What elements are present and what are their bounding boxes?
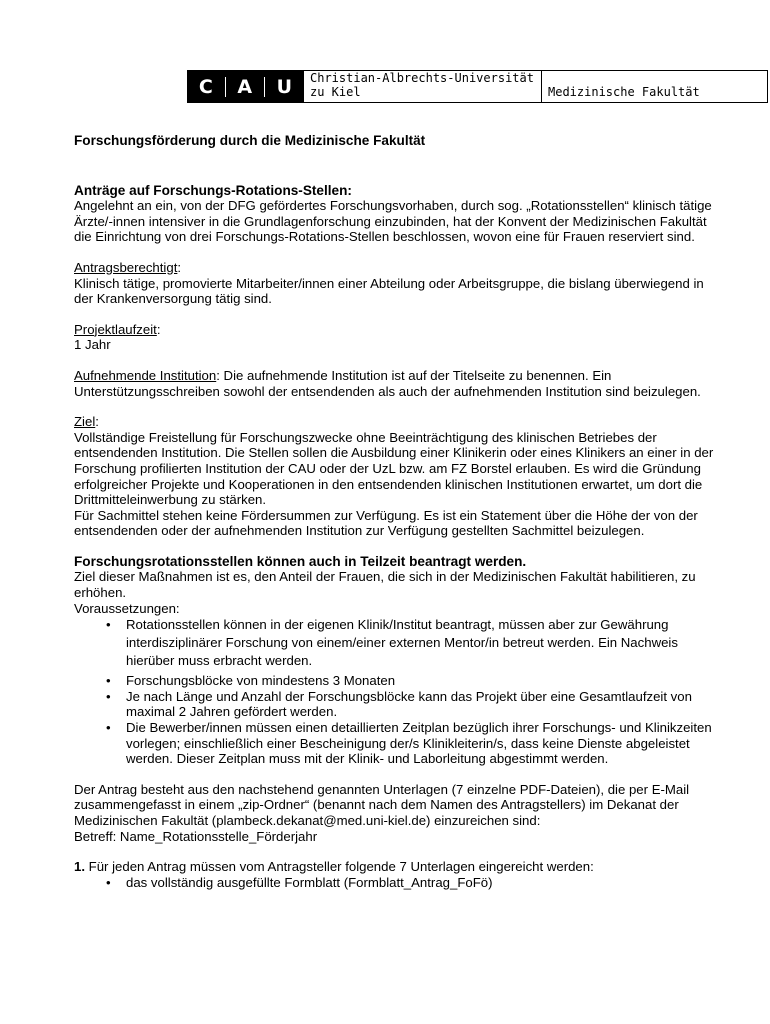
logo-separator <box>264 77 265 97</box>
university-name: Christian-Albrechts-Universität zu Kiel <box>304 71 542 102</box>
parttime-text: Ziel dieser Maßnahmen ist es, den Anteil der Frauen, die sich in der Medizinischen Fakultät habilitieren, zu erhöhen. <box>74 569 696 601</box>
institution-label: Aufnehmende Institution <box>74 367 217 383</box>
logo-letter-c: C <box>198 75 213 98</box>
requirements-list <box>74 616 714 767</box>
eligible-text: Klinisch tätige, promovierte Mitarbeiter/innen einer Abteilung oder Arbeitsgruppe, die bislang überwiegend in der Krankenversorgung tätig sind. <box>74 275 704 307</box>
goal-funding-text: Für Sachmittel stehen keine Fördersummen zur Verfügung. Es ist ein Statement über die Höhe der von der entsendenden oder der aufnehmenden Institution zur Verfügung gestellten Sachmittel beizulegen. <box>74 507 698 539</box>
page-title: Forschungsförderung durch die Medizinische Fakultät <box>74 133 426 148</box>
document-body <box>74 133 714 890</box>
list-item: • Die Bewerber/innen müssen einen detaillierten Zeitplan bezüglich ihrer Forschungs- und Klinikzeiten vorlegen; einschließlich einer Bescheinigung der/s Klinikleiterin/s, dass keine Dienste abgeleistet werden. Dieser Zeitplan muss mit der Klinik- und Laborleitung abgestimmt werden. <box>126 720 714 767</box>
cau-logo <box>187 71 304 102</box>
list-item: • Rotationsstellen können in der eigenen Klinik/Institut beantragt, müssen aber zur Gewährung interdisziplinärer Forschung von einem/einer externen Mentor/in betreut werden. Ein Nachweis hierüber muss erbracht werden. <box>126 616 714 670</box>
parttime-heading: Forschungsrotationsstellen können auch in Teilzeit beantragt werden. <box>74 553 527 569</box>
institution-paragraph <box>74 368 714 399</box>
documents-list <box>74 875 714 891</box>
intro-paragraph: Angelehnt an ein, von der DFG gefördertes Forschungsvorhaben, durch sog. „Rotationsstellen“ klinisch tätige Ärzte/-innen intensiver in die Grundlagenforschung einzubinden, hat der Konvent der Medizinischen Fakultät die Einrichtung von drei Forschungs-Rotations-Stellen beschlossen, wovon eine für Frauen reserviert sind. <box>74 198 712 245</box>
list-item: • Forschungsblöcke von mindestens 3 Monaten <box>126 673 714 689</box>
duration-label: Projektlaufzeit: <box>74 321 161 337</box>
list-item: • Je nach Länge und Anzahl der Forschungsblöcke kann das Projekt über eine Gesamtlaufzeit von maximal 2 Jahren gefördert werden. <box>126 689 714 720</box>
logo-letter-u: U <box>276 75 293 98</box>
institution-text: : Die aufnehmende Institution ist auf der Titelseite zu benennen. Ein Unterstützungsschreiben sowohl der entsendenden als auch der aufnehmenden Institution sind beizulegen. <box>74 367 701 399</box>
duration-text: 1 Jahr <box>74 337 111 353</box>
section-heading: Anträge auf Forschungs-Rotations-Stellen: <box>74 182 352 198</box>
goal-text: Vollständige Freistellung für Forschungszwecke ohne Beeinträchtigung des klinischen Betriebes der entsendenden Institution. Die Stellen sollen die Ausbildung einer Klinikerin oder eines Klinikers an einer in der Forschung profilierten Institution der CAU oder der UzL bzw. am FZ Borstel erlauben. Es wird die Gründung erfolgreicher Projekte und Kooperationen in den entsendenden klinischen Institutionen erwartet, um dort die Drittmitteleinwerbung zu stärken. <box>74 429 714 508</box>
documents-intro: 1. Für jeden Antrag müssen vom Antragsteller folgende 7 Unterlagen eingereicht werden: <box>74 859 594 875</box>
logo-letter-a: A <box>237 75 253 98</box>
goal-label: Ziel: <box>74 414 99 430</box>
submission-subject: Betreff: Name_Rotationsstelle_Förderjahr <box>74 828 318 844</box>
faculty-name: Medizinische Fakultät <box>542 71 768 102</box>
requirements-label: Voraussetzungen: <box>74 600 180 616</box>
eligible-label: Antragsberechtigt: <box>74 259 182 275</box>
submission-text: Der Antrag besteht aus den nachstehend genannten Unterlagen (7 einzelne PDF-Dateien), die per E-Mail zusammengefasst in einem „zip-Ordner“ (benannt nach dem Namen des Antragstellers) im Dekanat der Medizinischen Fakultät (plambeck.dekanat@med.uni-kiel.de) einzureichen sind: <box>74 781 690 828</box>
logo-separator <box>225 77 226 97</box>
list-item: • das vollständig ausgefüllte Formblatt (Formblatt_Antrag_FoFö) <box>126 875 714 891</box>
cau-logo-bar <box>187 70 768 103</box>
